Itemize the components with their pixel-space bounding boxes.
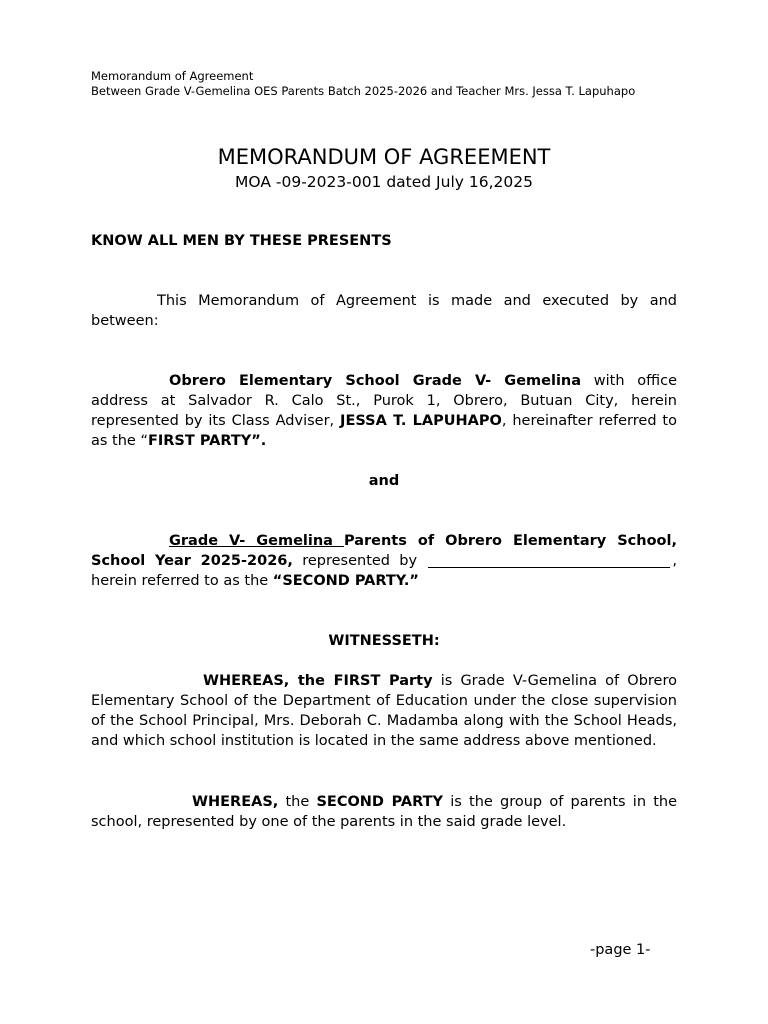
second-party-paragraph xyxy=(91,531,677,591)
representative-blank-line[interactable] xyxy=(428,553,670,568)
document-subtitle: MOA -09-2023-001 dated July 16,2025 xyxy=(235,173,533,191)
whereas-first-text: is Grade V-Gemelina of Obrero Elementary School of the Department of Education under the close supervision of the School Principal, Mrs. Deborah C. Madamba along with the School Heads, and which school institution is located in the same address above mentioned. xyxy=(91,673,677,749)
first-party-label: FIRST PARTY”. xyxy=(147,433,267,449)
whereas-second-lead: WHEREAS, xyxy=(192,794,279,810)
witnesseth-heading: WITNESSETH: xyxy=(328,633,440,649)
whereas-second-text-2: is the group of parents in the school, represented by one of the parents in the said grade level. xyxy=(91,794,677,830)
whereas-second-paragraph xyxy=(91,792,677,832)
whereas-second-text-1: the xyxy=(278,794,317,810)
document-header xyxy=(91,69,635,98)
first-party-paragraph xyxy=(91,371,677,451)
header-line-1: Memorandum of Agreement xyxy=(91,69,254,83)
first-party-text-2: , hereinafter referred to as the “ xyxy=(91,413,677,449)
second-party-label: “SECOND PARTY.” xyxy=(272,573,419,589)
whereas-first-paragraph xyxy=(91,671,677,751)
first-party-adviser: JESSA T. LAPUHAPO xyxy=(340,413,502,429)
whereas-second-party: SECOND PARTY xyxy=(316,794,444,810)
second-party-text-2: , herein referred to as the xyxy=(91,553,677,589)
second-party-text-1: represented by xyxy=(292,553,427,569)
second-party-grade: Grade V- Gemelina xyxy=(169,533,344,549)
document-title: MEMORANDUM OF AGREEMENT xyxy=(217,145,551,169)
know-all-heading: KNOW ALL MEN BY THESE PRESENTS xyxy=(91,233,392,249)
first-party-text-1: with office address at Salvador R. Calo St., Purok 1, Obrero, Butuan City, herein represented by its Class Adviser, xyxy=(91,373,678,429)
intro-paragraph: This Memorandum of Agreement is made and executed by and between: xyxy=(91,293,677,329)
first-party-name: Obrero Elementary School Grade V- Gemelina xyxy=(169,373,582,389)
second-party-name: Parents of Obrero Elementary School, School Year 2025-2026, xyxy=(91,533,677,569)
and-separator: and xyxy=(368,473,400,489)
whereas-first-lead: WHEREAS, the FIRST Party xyxy=(203,673,433,689)
header-line-2: Between Grade V-Gemelina OES Parents Batch 2025-2026 and Teacher Mrs. Jessa T. Lapuhapo xyxy=(91,83,636,98)
page-number: -page 1- xyxy=(590,942,651,958)
